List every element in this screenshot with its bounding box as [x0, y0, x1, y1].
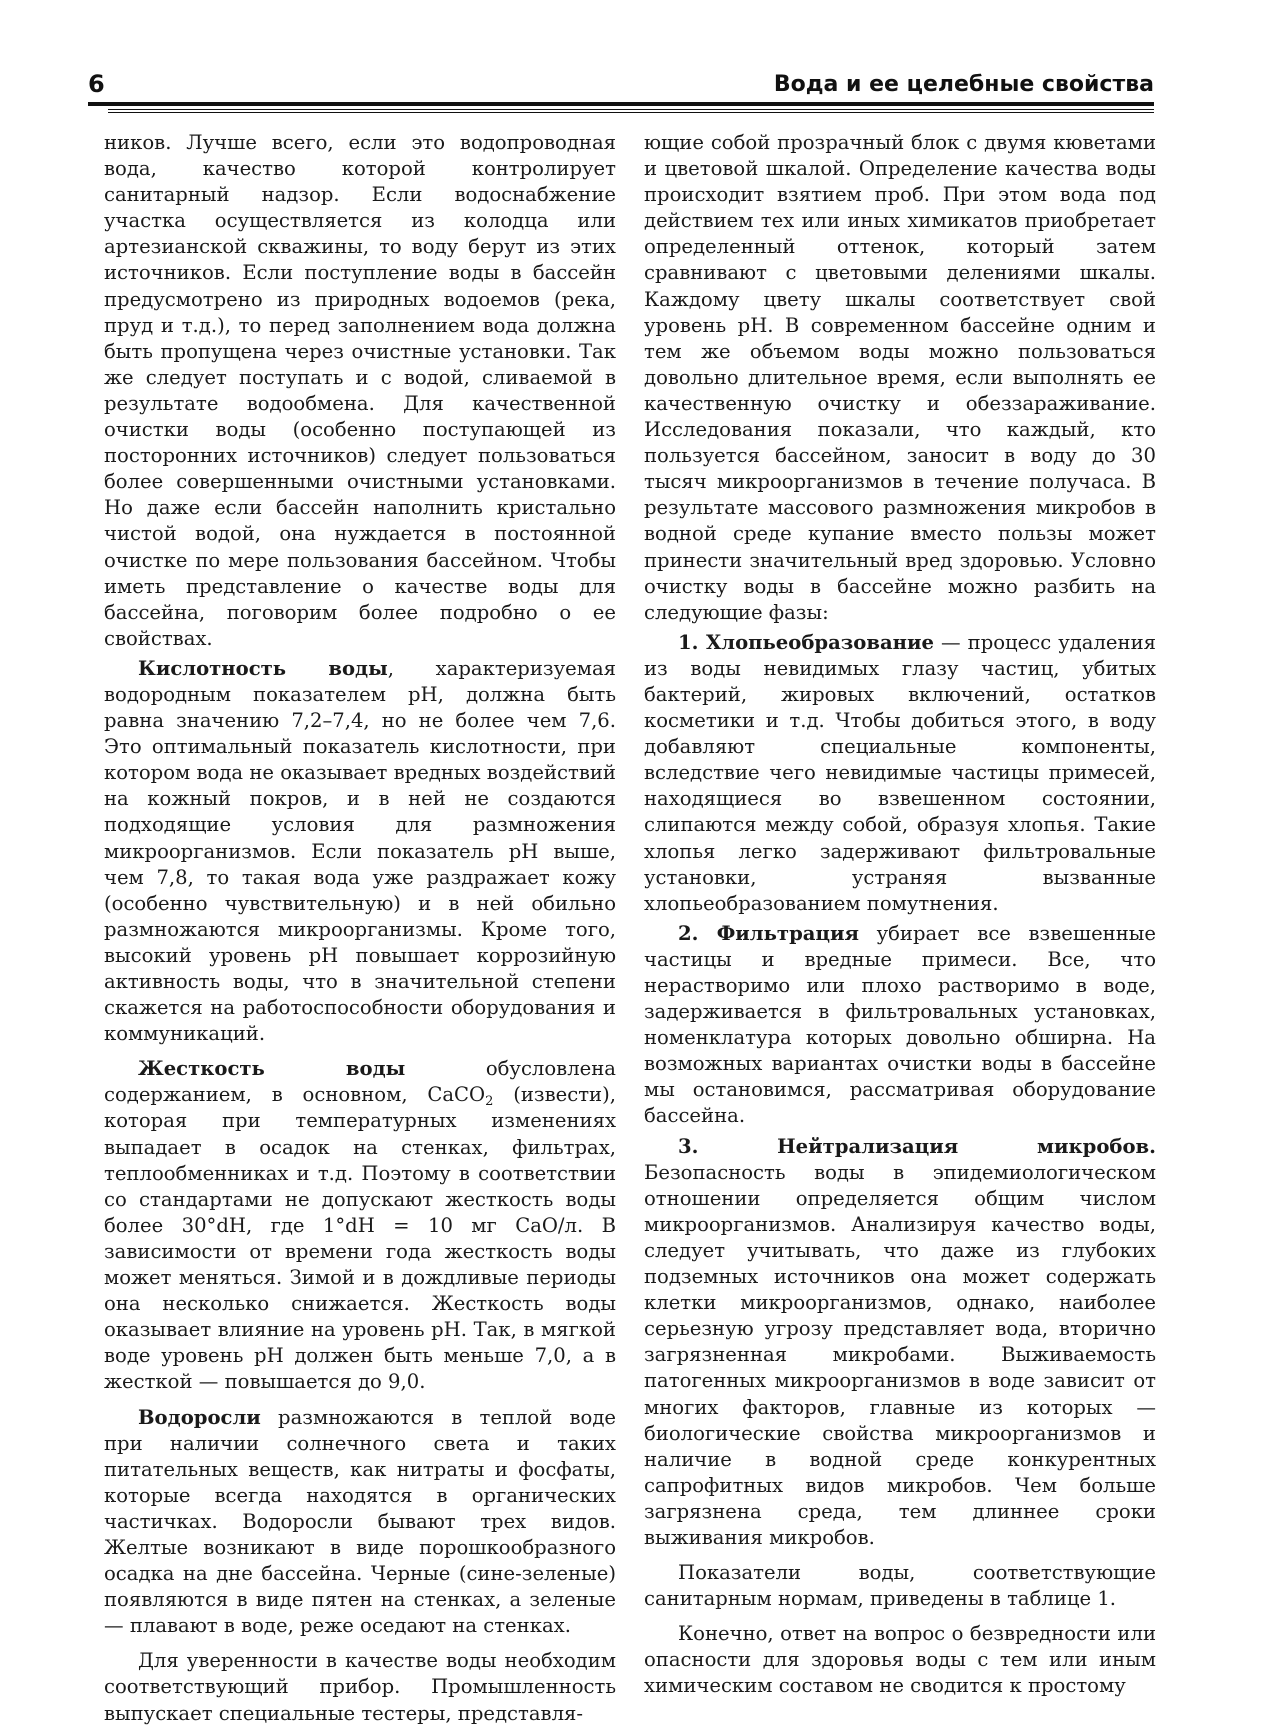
subscript: 2 [485, 1094, 494, 1110]
term-acidity: Кислотность воды [138, 656, 388, 680]
paragraph-text: обусловлена содержанием, в основном, CaCO [104, 1057, 616, 1107]
running-title: Вода и ее целебные свойства [773, 72, 1154, 97]
term-algae: Водоросли [138, 1405, 261, 1429]
header-rule-thick [88, 102, 1154, 106]
right-column [644, 130, 1156, 1700]
paragraph-filtration [644, 921, 1156, 1130]
paragraph: Для уверенности в качестве воды необходим соответствующий прибор. Промышленность выпускает специальные тестеры, представля- [104, 1649, 616, 1725]
term-neutralization: 3. Нейтрализация микробов. [678, 1134, 1156, 1158]
paragraph: ников. Лучше всего, если это водопроводная вода, качество которой контролирует санитарный надзор. Если водоснабжение участка осуществляется из колодца или артезианской скважины, то воду берут из этих источников. Если поступление воды в бассейн предусмотрено из природных водоемов (река, пруд и т.д.), то перед заполнением вода должна быть пропущена через очистные установки. Так же следует поступать и с водой, сливаемой в результате водообмена. Для качественной очистки воды (особенно поступающей из посторонних источников) следует пользоваться более совершенными очистными установками. Но даже если бассейн наполнить кристально чистой водой, она нуждается в постоянной очистке по мере пользования бассейном. Чтобы иметь представление о качестве воды для бассейна, поговорим более подробно о ее свойствах. [104, 131, 616, 650]
paragraph-text: размножаются в теплой воде при наличии солнечного света и таких питательных веществ, как нитраты и фосфаты, которые всегда находятся в органических частичках. Водоросли бывают трех видов. Желтые возникают в виде порошкообразного осадка на дне бассейна. Черные (сине-зеленые) появляются в виде пятен на стенках, а зеленые — плавают в воде, реже оседают на стенках. [104, 1405, 616, 1638]
paragraph-text: Безопасность воды в эпидемиологическом отношении определяется общим числом микроорганизмов. Анализируя качество воды, следует учитывать, что даже из глубоких подземных источников она может содержать клетки микроорганизмов, однако, наиболее серьезную угрозу представляет вода, вторично загрязненная микробами. Выживаемость патогенных микроорганизмов в воде зависит от многих факторов, главные из которых — биологические свойства микроорганизмов и наличие в водной среде конкурентных сапрофитных видов микробов. Чем больше загрязнена среда, тем длиннее сроки выживания микробов. [644, 1160, 1156, 1549]
term-hardness: Жесткость воды [138, 1057, 406, 1081]
left-column [104, 130, 616, 1727]
term-filtration: 2. Фильтрация [678, 921, 859, 945]
paragraph-acidity [104, 656, 616, 1047]
page-number: 6 [88, 70, 105, 98]
paragraph-text: (извести), которая при температурных изменениях выпадает в осадок на стенках, фильтрах, теплообменниках и т.д. Поэтому в соответствии со стандартами не допускают жесткость воды более 30°dH, где 1°dH = 10 мг CaO/л. В зависимости от времени года жесткость воды может меняться. Зимой и в дождливые периоды она несколько снижается. Жесткость воды оказывает влияние на уровень pH. Так, в мягкой воде уровень pH должен быть меньше 7,0, а в жесткой — повышается до 9,0. [104, 1083, 616, 1394]
term-flocculation: 1. Хлопьеобразование [678, 630, 935, 654]
paragraph: ющие собой прозрачный блок с двумя кюветами и цветовой шкалой. Определение качества воды происходит взятием проб. При этом вода под действием тех или иных химикатов приобретает определенный оттенок, который затем сравнивают с цветовыми делениями шкалы. Каждому цвету шкалы соответствует свой уровень pH. В современном бассейне одним и тем же объемом воды можно пользоваться довольно длительное время, если выполнять ее качественную очистку и обеззараживание. Исследования показали, что каждый, кто пользуется бассейном, заносит в воду до 30 тысяч микроорганизмов в течение получаса. В результате массового размножения микробов в водной среде купание вместо пользы может принести значительный вред здоровью. Условно очистку воды в бассейне можно разбить на следующие фазы: [644, 131, 1156, 624]
paragraph-text: — процесс удаления из воды невидимых глазу частиц, убитых бактерий, жировых включений, остатков косметики и т.д. Чтобы добиться этого, в воду добавляют специальные компоненты, вследствие чего невидимые частицы примесей, находящиеся во взвешенном состоянии, слипаются между собой, образуя хлопья. Такие хлопья легко задерживают фильтровальные установки, устраняя вызванные хлопьеобразованием помутнения. [644, 630, 1156, 915]
paragraph-text: , характеризуемая водородным показателем pH, должна быть равна значению 7,2–7,4, но не более чем 7,6. Это оптимальный показатель кислотности, при котором вода не оказывает вредных воздействий на кожный покров, и в ней не создаются подходящие условия для размножения микроорганизмов. Если показатель pH выше, чем 7,8, то такая вода уже раздражает кожу (особенно чувствительную) и в ней обильно размножаются микроорганизмы. Кроме того, высокий уровень pH повышает коррозийную активность воды, что в значительной степени скажется на работоспособности оборудования и коммуникаций. [104, 656, 616, 1046]
paragraph-neutralization [644, 1134, 1156, 1552]
header-rule-thin [108, 109, 1154, 110]
page-header [88, 68, 1154, 106]
paragraph-text: убирает все взвешенные частицы и вредные примеси. Все, что нерастворимо или плохо растворимо в воде, задерживается в фильтровальных установках, номенклатура которых довольно обширна. На возможных вариантах очистки воды в бассейне мы остановимся, рассматривая оборудование бассейна. [644, 921, 1156, 1128]
paragraph: Конечно, ответ на вопрос о безвредности или опасности для здоровья воды с тем или иным химическим составом не сводится к простому [644, 1622, 1156, 1698]
paragraph-flocculation [644, 630, 1156, 917]
paragraph-algae [104, 1405, 616, 1640]
paragraph: Показатели воды, соответствующие санитарным нормам, приведены в таблице 1. [644, 1561, 1156, 1611]
paragraph-hardness [104, 1056, 616, 1395]
header-rule-thin [108, 112, 1154, 113]
